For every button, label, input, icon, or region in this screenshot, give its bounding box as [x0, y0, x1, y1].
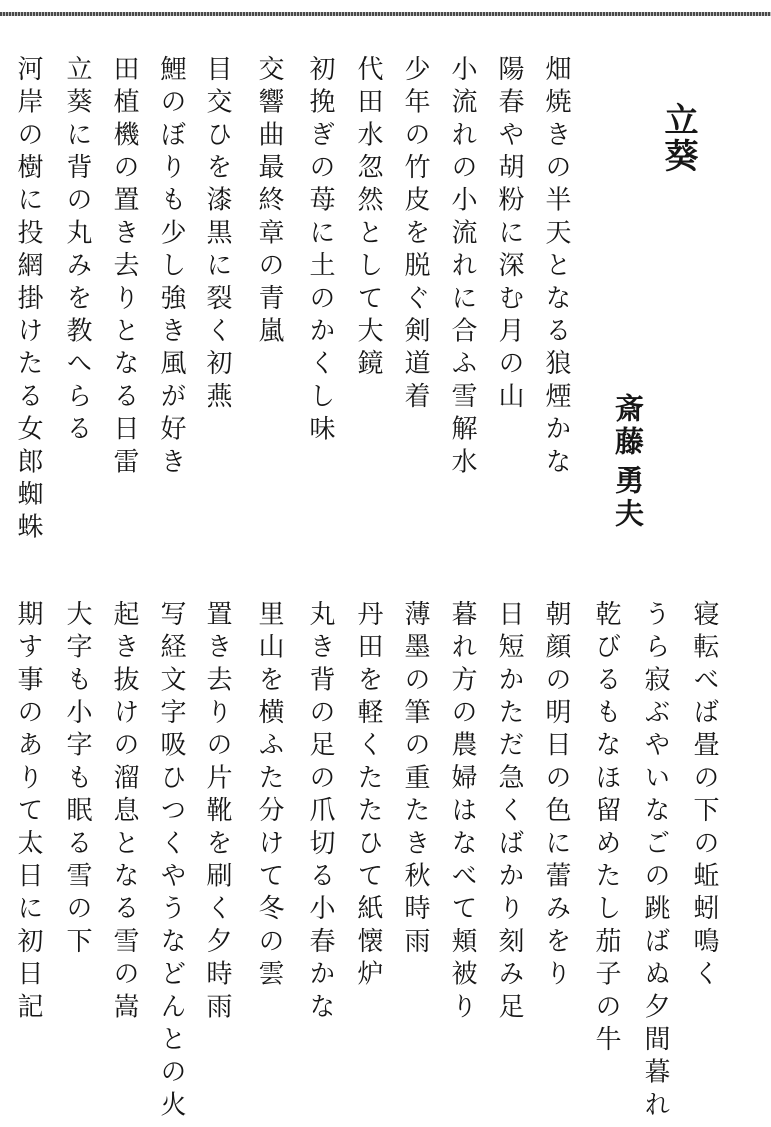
haiku-lower-13: 起き抜けの溜息となる雪の嵩	[109, 600, 139, 1026]
haiku-upper-4: 少年の竹皮を脱ぐ剣道着	[400, 55, 430, 415]
haiku-upper-12: 河岸の樹に投網掛けたる女郎蜘蛛	[13, 55, 43, 546]
haiku-lower-14: 大字も小字も眠る雪の下	[62, 600, 92, 960]
haiku-lower-7: 薄墨の筆の重たき秋時雨	[400, 600, 430, 960]
haiku-lower-15: 期す事のありて太日に初日記	[13, 600, 43, 1026]
haiku-upper-9: 鯉のぼりも少し強き風が好き	[156, 55, 186, 481]
haiku-lower-5: 日短かただ急くばかり刻み足	[494, 600, 524, 1026]
haiku-upper-2: 陽春や胡粉に深む月の山	[494, 55, 524, 415]
page-title: 立葵	[658, 102, 698, 174]
haiku-lower-8: 丹田を軽くたたひて紙懐炉	[353, 600, 383, 993]
haiku-upper-8: 目交ひを漆黒に裂く初燕	[202, 55, 232, 415]
top-border-rule	[0, 12, 771, 16]
haiku-lower-3: 乾びるもなほ留めたし茄子の牛	[591, 600, 621, 1058]
author-given-name: 勇夫	[611, 465, 645, 531]
haiku-lower-10: 里山を横ふた分けて冬の雲	[254, 600, 284, 993]
author-surname: 斎藤	[611, 393, 645, 459]
haiku-upper-6: 初挽ぎの苺に土のかくし味	[305, 55, 335, 448]
haiku-lower-2: うら寂ぶやいなごの跳ばぬ夕間暮れ	[640, 600, 670, 1124]
haiku-lower-12: 写経文字吸ひつくやうなどんとの火	[156, 600, 186, 1124]
haiku-upper-5: 代田水忽然として大鏡	[353, 55, 383, 382]
haiku-upper-11: 立葵に背の丸みを教へらる	[62, 55, 92, 448]
haiku-lower-6: 暮れ方の農婦はなべて頬被り	[447, 600, 477, 1026]
haiku-upper-7: 交響曲最終章の青嵐	[254, 55, 284, 350]
haiku-upper-1: 畑焼きの半天となる狼煙かな	[541, 55, 571, 481]
haiku-lower-4: 朝顔の明日の色に蕾みをり	[541, 600, 571, 993]
haiku-lower-9: 丸き背の足の爪切る小春かな	[305, 600, 335, 1026]
haiku-lower-1: 寝転べば畳の下の蚯蚓鳴く	[689, 600, 719, 993]
haiku-lower-11: 置き去りの片靴を刷く夕時雨	[202, 600, 232, 1026]
haiku-upper-10: 田植機の置き去りとなる日雷	[109, 55, 139, 481]
haiku-upper-3: 小流れの小流れに合ふ雪解水	[447, 55, 477, 481]
